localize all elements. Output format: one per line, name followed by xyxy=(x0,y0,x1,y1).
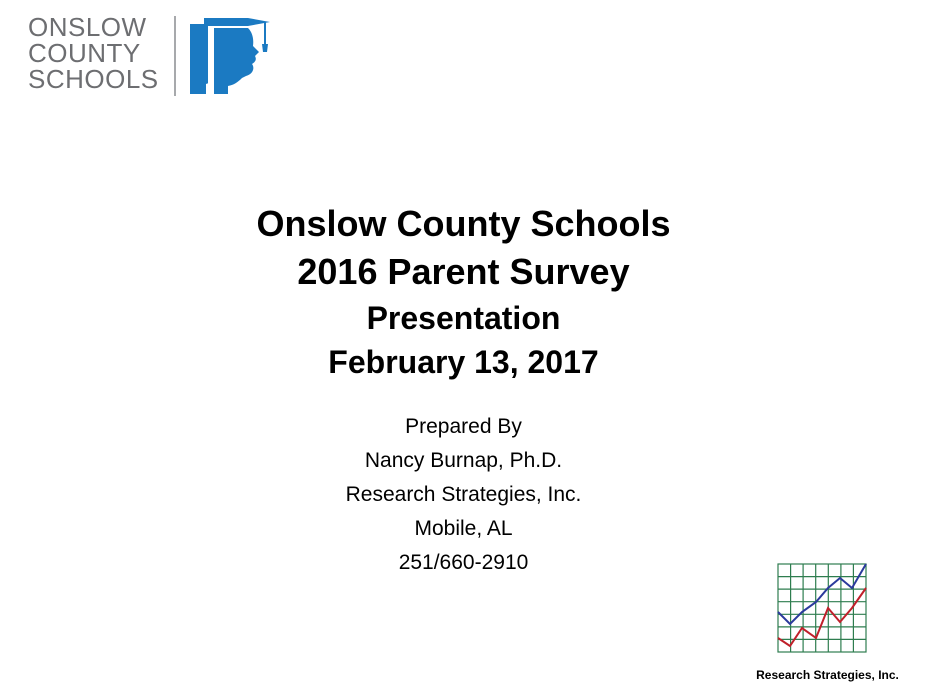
title-line-1: Onslow County Schools xyxy=(256,203,671,244)
prepared-by-label: Prepared By xyxy=(405,415,522,438)
company-location: Mobile, AL xyxy=(414,517,513,540)
title-line-3: Presentation xyxy=(366,300,561,336)
author-name: Nancy Burnap, Ph.D. xyxy=(364,449,563,472)
presentation-title xyxy=(0,200,927,384)
logo-word-2: COUNTY xyxy=(28,38,141,68)
logo-wordmark xyxy=(28,14,168,92)
title-date: February 13, 2017 xyxy=(328,344,599,380)
onslow-county-schools-logo xyxy=(28,14,278,98)
chart-icon-red-line xyxy=(778,588,866,646)
company-name: Research Strategies, Inc. xyxy=(345,483,582,506)
logo-word-3: SCHOOLS xyxy=(28,64,159,94)
graduate-faces-icon xyxy=(186,14,272,96)
prepared-by-block xyxy=(0,410,927,580)
title-line-2: 2016 Parent Survey xyxy=(297,251,630,292)
chart-icon-blue-line xyxy=(778,564,866,624)
company-phone: 251/660-2910 xyxy=(398,551,529,574)
logo-divider xyxy=(174,16,176,96)
line-chart-grid-icon xyxy=(776,562,870,656)
footer-credit: Research Strategies, Inc. xyxy=(756,668,899,682)
logo-word-1: ONSLOW xyxy=(28,12,147,42)
